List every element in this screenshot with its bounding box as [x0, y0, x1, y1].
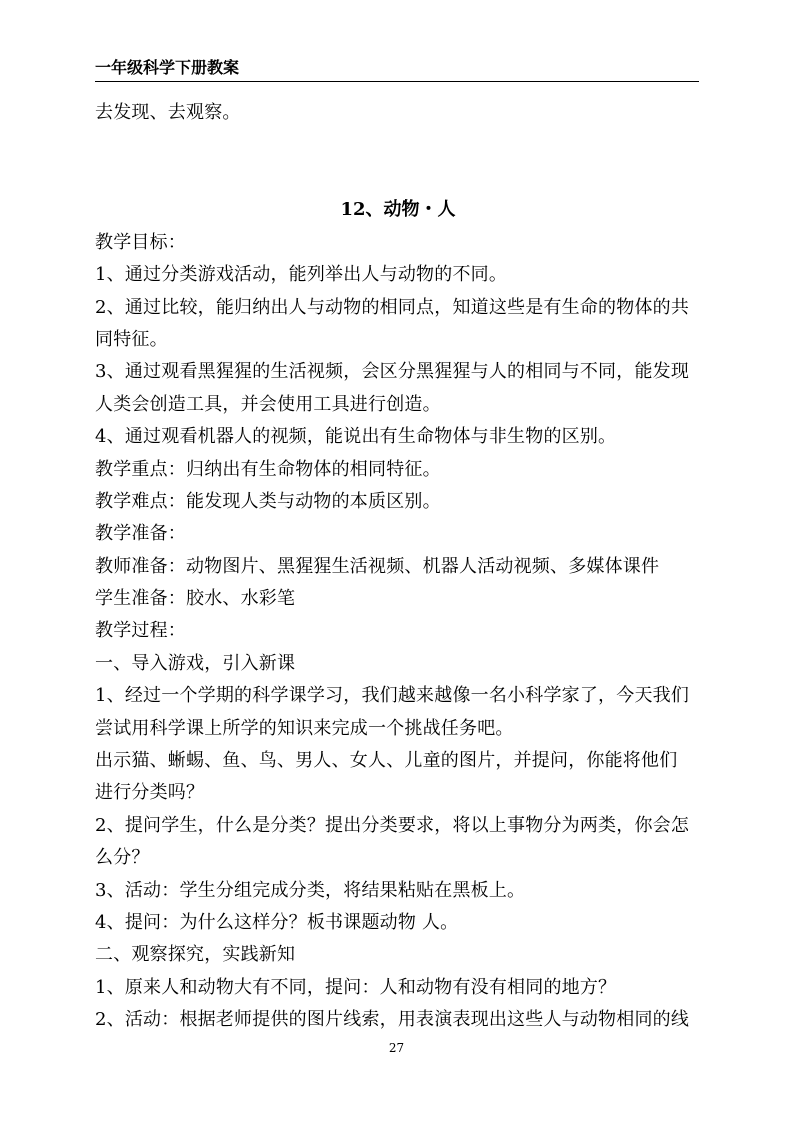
page-number: 27 — [388, 1041, 405, 1055]
body-line: 学生准备：胶水、水彩笔 — [95, 588, 296, 610]
body-line: 同特征。 — [95, 328, 168, 350]
body-line: 教学过程： — [95, 620, 186, 642]
body-line: 人类会创造工具，并会使用工具进行创造。 — [95, 393, 441, 415]
spacer — [95, 129, 701, 194]
document-body — [95, 97, 701, 1037]
body-line: 教学目标： — [95, 231, 186, 253]
body-line: 教师准备：动物图片、黑猩猩生活视频、机器人活动视频、多媒体课件 — [95, 555, 660, 577]
body-line: 二、观察探究，实践新知 — [95, 944, 296, 966]
body-line: 1、原来人和动物大有不同，提问：人和动物有没有相同的地方？ — [95, 976, 617, 998]
body-line: 出示猫、蜥蜴、鱼、鸟、男人、女人、儿童的图片，并提问，你能将他们 — [95, 750, 678, 772]
body-line: 3、通过观看黑猩猩的生活视频，会区分黑猩猩与人的相同与不同，能发现 — [95, 361, 690, 383]
body-line: 4、通过观看机器人的视频，能说出有生命物体与非生物的区别。 — [95, 426, 617, 448]
body-line: 教学准备： — [95, 523, 186, 545]
body-line: 么分？ — [95, 847, 150, 869]
body-line: 2、通过比较，能归纳出人与动物的相同点，知道这些是有生命的物体的共 — [95, 296, 690, 318]
header-title: 一年级科学下册教案 — [95, 58, 240, 77]
body-line: 1、通过分类游戏活动，能列举出人与动物的不同。 — [95, 264, 508, 286]
body-line: 进行分类吗？ — [95, 782, 205, 804]
body-line: 2、提问学生，什么是分类？提出分类要求，将以上事物分为两类，你会怎 — [95, 814, 690, 836]
body-line: 尝试用科学课上所学的知识来完成一个挑战任务吧。 — [95, 717, 514, 739]
body-line: 3、活动：学生分组完成分类，将结果粘贴在黑板上。 — [95, 879, 526, 901]
body-line: 2、活动：根据老师提供的图片线索，用表演表现出这些人与动物相同的线 — [95, 1009, 690, 1031]
lesson-title: 12、动物・人 — [340, 199, 456, 221]
intro-line: 去发现、去观察。 — [95, 102, 241, 123]
body-line: 一、导入游戏，引入新课 — [95, 652, 296, 674]
body-line: 教学难点：能发现人类与动物的本质区别。 — [95, 490, 441, 512]
page-header — [95, 57, 699, 82]
body-line: 1、经过一个学期的科学课学习，我们越来越像一名小科学家了，今天我们 — [95, 685, 690, 707]
body-line: 4、提问：为什么这样分？板书课题动物 人。 — [95, 911, 459, 933]
body-line: 教学重点：归纳出有生命物体的相同特征。 — [95, 458, 441, 480]
